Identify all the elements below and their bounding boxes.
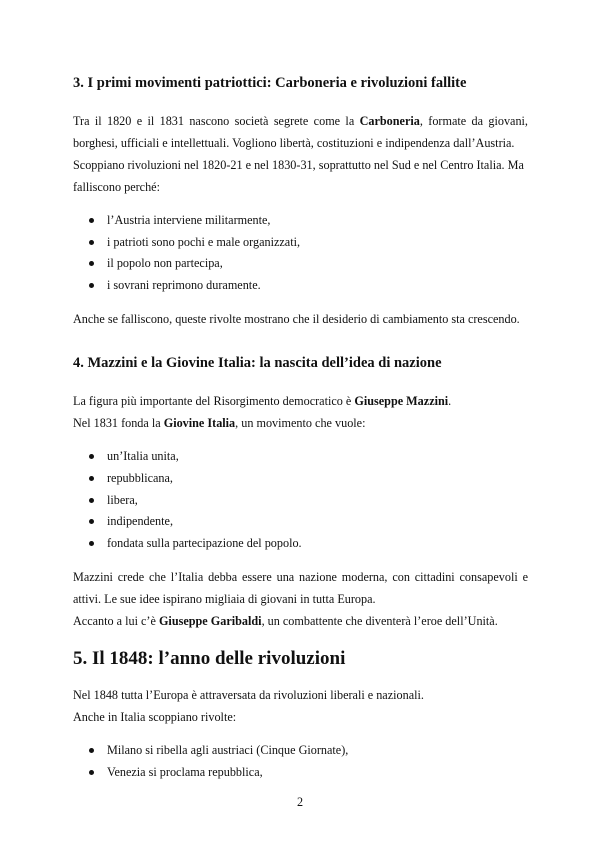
section-4-bullet-list (73, 446, 528, 554)
list-item: il popolo non partecipa, (73, 253, 528, 275)
section-4-heading: 4. Mazzini e la Giovine Italia: la nascita dell’idea di nazione (73, 355, 442, 372)
bullet-icon (89, 476, 94, 481)
bullet-icon (89, 240, 94, 245)
bullet-icon (89, 770, 94, 775)
section-3-bullet-list (73, 210, 528, 296)
list-item: Milano si ribella agli austriaci (Cinque Giornate), (73, 740, 528, 762)
bullet-icon (89, 541, 94, 546)
list-item: libera, (73, 490, 528, 512)
list-item: repubblicana, (73, 468, 528, 490)
term-giuseppe-garibaldi: Giuseppe Garibaldi (158, 614, 262, 629)
bullet-icon (89, 261, 94, 266)
section-3-paragraph-2: Scoppiano rivoluzioni nel 1820-21 e nel 1830-31, soprattutto nel Sud e nel Centro Italia. Ma falliscono perché: (73, 158, 524, 194)
term-carboneria: Carboneria (359, 114, 420, 128)
term-giovine-italia: Giovine Italia (163, 416, 236, 431)
list-item: l’Austria interviene militarmente, (73, 210, 528, 232)
page-content (73, 64, 528, 784)
section-5-bullet-list (73, 740, 528, 783)
section-5-heading: 5. Il 1848: l’anno delle rivoluzioni (73, 648, 346, 670)
section-3-heading: 3. I primi movimenti patriottici: Carboneria e rivoluzioni fallite (73, 75, 467, 91)
list-item: Venezia si proclama repubblica, (73, 762, 528, 784)
list-item: indipendente, (73, 511, 528, 533)
section-3-paragraph-3: Anche se falliscono, queste rivolte mostrano che il desiderio di cambiamento sta crescendo. (73, 312, 520, 327)
section-5-paragraph-1: Nel 1848 tutta l’Europa è attraversata da rivoluzioni liberali e nazionali. (73, 688, 424, 703)
list-item: fondata sulla partecipazione del popolo. (73, 533, 528, 555)
section-3-paragraph-1: Tra il 1820 e il 1831 nascono società segrete come la Carboneria, formate da giovani, borghesi, ufficiali e intellettuali. Vogliono libertà, costituzioni e indipendenza dall’Austria. (73, 114, 528, 150)
term-giuseppe-mazzini: Giuseppe Mazzini (354, 394, 449, 409)
section-4-paragraph-1: La figura più importante del Risorgimento democratico è Giuseppe Mazzini. (73, 394, 452, 409)
bullet-icon (89, 283, 94, 288)
list-item: un’Italia unita, (73, 446, 528, 468)
page-number: 2 (296, 795, 304, 809)
list-item: i patrioti sono pochi e male organizzati, (73, 232, 528, 254)
bullet-icon (89, 748, 94, 753)
section-5-paragraph-2: Anche in Italia scoppiano rivolte: (73, 710, 237, 725)
bullet-icon (89, 519, 94, 524)
section-4-paragraph-4: Accanto a lui c’è Giuseppe Garibaldi, un combattente che diventerà l’eroe dell’Unità. (73, 614, 498, 629)
bullet-icon (89, 454, 94, 459)
bullet-icon (89, 498, 94, 503)
section-4-paragraph-3: Mazzini crede che l’Italia debba essere una nazione moderna, con cittadini consapevoli e attivi. Le sue idee ispirano migliaia di giovani in tutta Europa. (73, 570, 528, 607)
list-item: i sovrani reprimono duramente. (73, 275, 528, 297)
section-4-paragraph-2: Nel 1831 fonda la Giovine Italia, un movimento che vuole: (73, 416, 366, 431)
bullet-icon (89, 218, 94, 223)
